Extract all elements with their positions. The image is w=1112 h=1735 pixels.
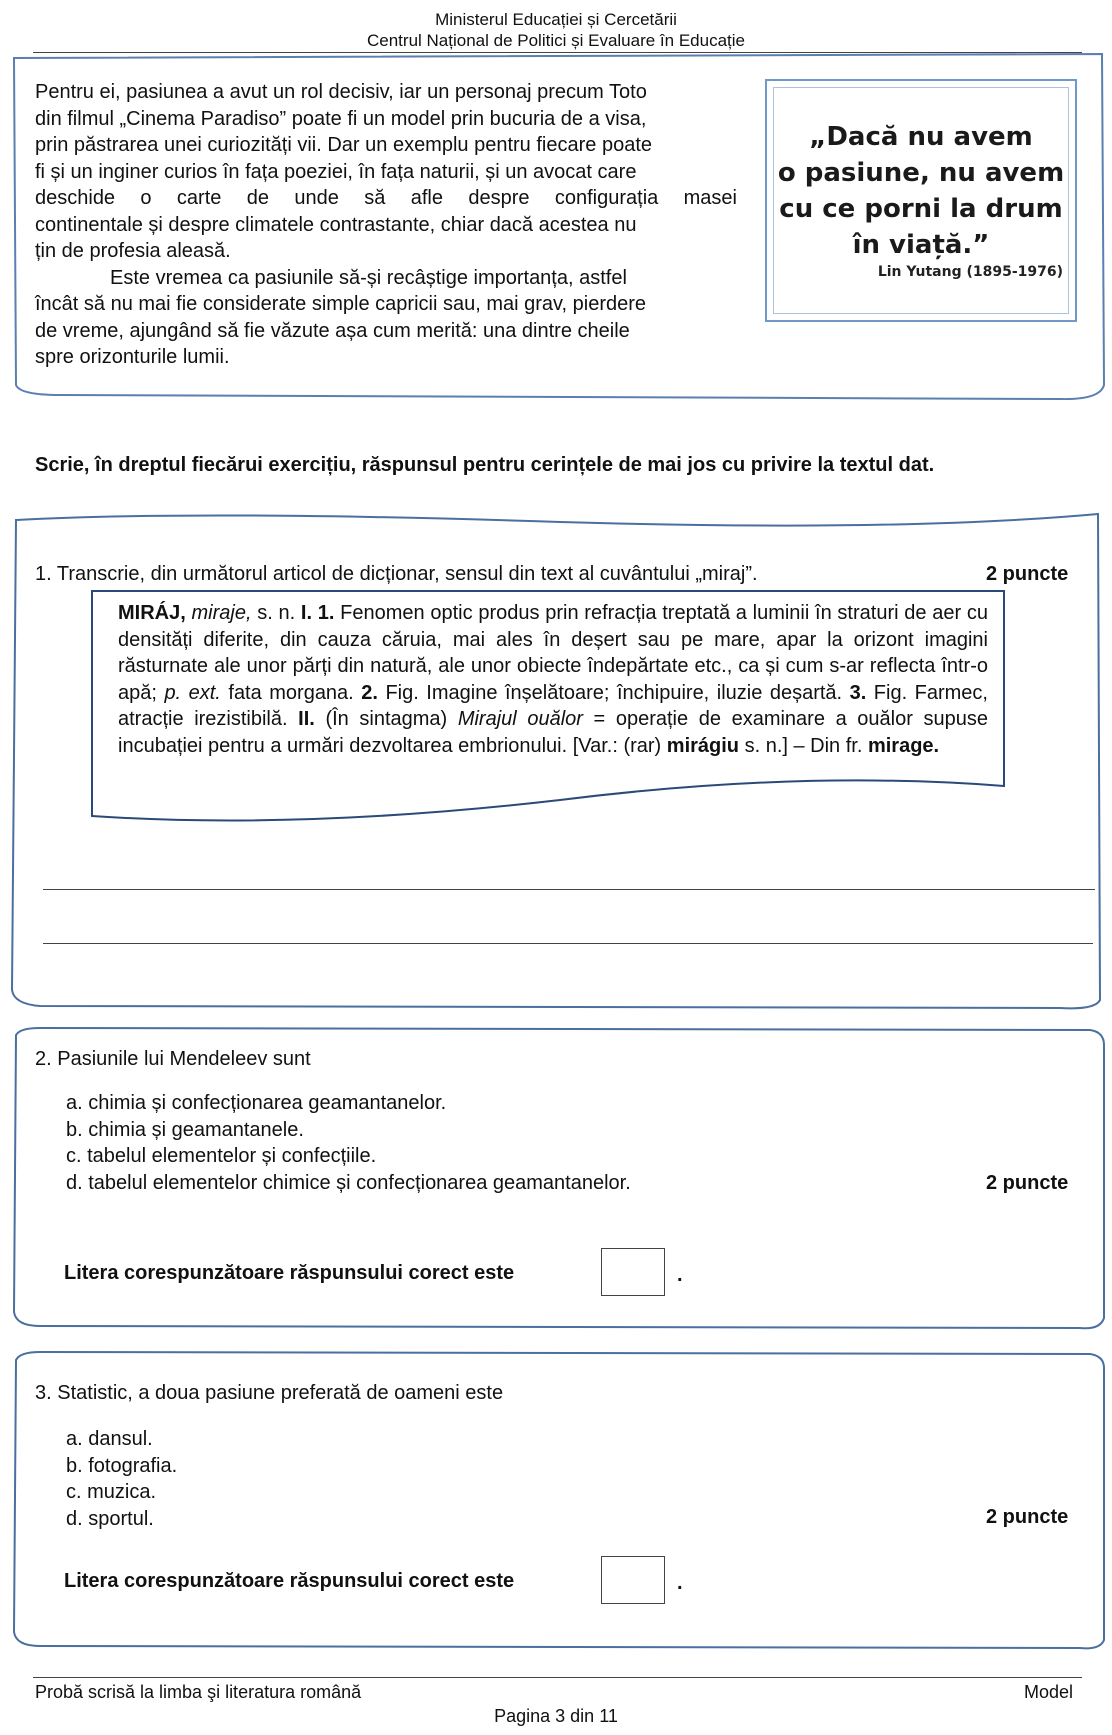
dict-phrase: Mirajul ouălor [457, 708, 583, 730]
q1-points: 2 puncte [986, 563, 1069, 585]
q3-answer-box[interactable] [601, 1556, 665, 1604]
dict-sense-number: 3. [849, 681, 867, 704]
dict-roman: I. [300, 602, 313, 624]
dictionary-entry [118, 600, 988, 759]
q2-answer-box[interactable] [601, 1248, 665, 1296]
dict-def: fata morgana. [220, 681, 362, 704]
passage-line: din filmul „Cinema Paradiso” poate fi un model prin bucuria de a visa, [35, 107, 647, 130]
passage-line: încât să nu mai fie considerate simple capricii sau, mai grav, pierdere [35, 293, 647, 315]
q2-option-c: c. tabelul elementelor și confecțiile. [66, 1145, 377, 1167]
dict-def: Fig. Imagine înșelătoare; închipuire, iluzie deșartă. [377, 681, 850, 704]
passage-line: Este vremea ca pasiunile să-și recâștige importanța, astfel [110, 266, 627, 289]
q3-answer-label: Litera corespunzătoare răspunsului corect este [64, 1570, 515, 1592]
q3-dot: . [677, 1572, 683, 1594]
q3-options [66, 1426, 177, 1532]
quote-line: în viață.” [852, 230, 990, 260]
footer-model: Model [1024, 1682, 1074, 1702]
dict-def: (În sintagma) [314, 708, 458, 730]
dict-def: s. n.] – Din fr. [739, 734, 868, 757]
passage-line: de vreme, ajungând să fie văzute așa cum merită: una dintre cheile [35, 319, 630, 342]
q2-options [66, 1090, 631, 1196]
q2-option-a: a. chimia și confecționarea geamantanelor. [66, 1092, 447, 1114]
passage-line: țin de profesia aleasă. [35, 240, 231, 262]
q3-option-c: c. muzica. [66, 1481, 157, 1503]
footer-page-number: Pagina 3 din 11 [494, 1706, 618, 1726]
q2-dot: . [677, 1264, 683, 1286]
quote-line: cu ce porni la drum [779, 194, 1063, 224]
q3-option-d: d. sportul. [66, 1507, 154, 1530]
dict-def: Fig. Farmec, atracție irezistibilă. [118, 681, 988, 730]
q3-option-a: a. dansul. [66, 1428, 153, 1450]
q2-points: 2 puncte [986, 1172, 1069, 1194]
q2-option-b: b. chimia și geamantanele. [66, 1118, 304, 1141]
q3-points: 2 puncte [986, 1506, 1069, 1528]
dict-def: Fenomen optic produs prin refracția treptată a luminii în straturi de aer cu densități diferite, din cauza căruia, mai ales în deșert sau pe mare, apar la orizont imagini răsturnate ale unor părți din natură, ale unor obiecte îndepărtate etc., ca și cum s-ar reflecta într-o apă; [118, 602, 988, 704]
q2-answer-label: Litera corespunzătoare răspunsului corect este [64, 1262, 515, 1284]
quote-line: „Dacă nu avem [809, 122, 1033, 152]
header-center: Centrul Național de Politici și Evaluare în Educație [367, 31, 745, 50]
q3-option-b: b. fotografia. [66, 1454, 178, 1477]
dict-abbrev: p. ext. [164, 681, 221, 704]
instruction: Scrie, în dreptul fiecărui exercițiu, răspunsul pentru cerințele de mai jos cu privire la textul dat. [35, 454, 935, 476]
passage-line: deschide o carte de unde să afle despre configurația masei [35, 187, 737, 209]
q2-option-d: d. tabelul elementelor chimice și confecționarea geamantanelor. [66, 1171, 631, 1194]
passage-line: prin păstrarea unei curiozități vii. Dar un exemplu pentru fiecare poate [35, 134, 652, 156]
footer-exam-title: Probă scrisă la limba şi literatura română [35, 1682, 362, 1702]
q1-text: 1. Transcrie, din următorul articol de dicționar, sensul din text al cuvântului „miraj”. [35, 563, 758, 585]
dict-roman: II. [298, 708, 315, 730]
quote-text [767, 119, 1075, 263]
dict-headword: MIRÁJ, [118, 602, 186, 624]
footer-divider [33, 1677, 1082, 1678]
answer-line-1[interactable] [43, 889, 1095, 890]
passage [35, 79, 737, 371]
quote-box [765, 79, 1077, 322]
passage-line: spre orizonturile lumii. [35, 346, 230, 368]
dict-etymology: mirage. [867, 734, 940, 757]
dict-variant: mirágiu [666, 734, 740, 757]
passage-line: Pentru ei, pasiunea a avut un rol decisiv, iar un personaj precum Toto [35, 81, 647, 103]
q2-text: 2. Pasiunile lui Mendeleev sunt [35, 1048, 311, 1070]
dict-sense-number: 2. [361, 681, 378, 704]
dict-sense-number: 1. [312, 602, 335, 624]
answer-line-2[interactable] [43, 943, 1093, 944]
dict-def: = operație de examinare a ouălor supuse incubației pentru a urmări dezvoltarea embrionului. [Var.: (rar) [118, 708, 988, 757]
quote-line: o pasiune, nu avem [777, 158, 1065, 188]
passage-line: fi și un inginer curios în fața poeziei, în fața naturii, și un avocat care [35, 160, 637, 183]
dict-plural: miraje, [191, 602, 252, 624]
header-ministry: Ministerul Educației și Cercetării [435, 10, 677, 29]
passage-line: continentale și despre climatele contrastante, chiar dacă acestea nu [35, 213, 637, 236]
q3-text: 3. Statistic, a doua pasiune preferată de oameni este [35, 1382, 504, 1404]
quote-author: Lin Yutang (1895-1976) [877, 264, 1063, 280]
dict-pos: s. n. [251, 602, 301, 624]
